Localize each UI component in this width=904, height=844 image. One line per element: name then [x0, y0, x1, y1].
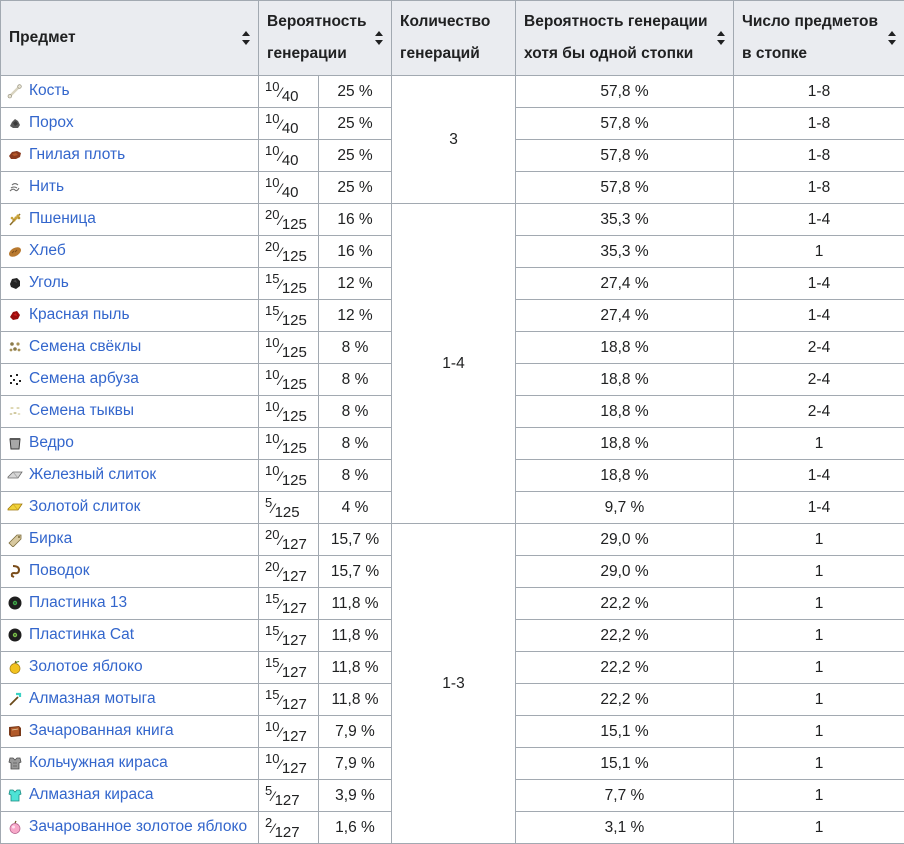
table-row — [1, 524, 904, 556]
item-cell — [1, 108, 259, 140]
atleast-one-chance: 22,2 % — [516, 684, 734, 716]
bucket-icon[interactable] — [7, 435, 23, 451]
fraction-numerator: 10 — [265, 334, 280, 350]
chance-percent: 11,8 % — [319, 652, 392, 684]
chance-percent: 25 % — [319, 140, 392, 172]
item-link[interactable]: Зачарованная книга — [29, 722, 174, 740]
stack-size: 1-4 — [734, 204, 904, 236]
stack-size: 1-4 — [734, 492, 904, 524]
music-disc-cat-icon[interactable] — [7, 627, 23, 643]
item-link[interactable]: Семена свёклы — [29, 338, 142, 356]
weight-fraction — [259, 652, 319, 684]
item-link[interactable]: Золотой слиток — [29, 498, 141, 516]
atleast-one-chance: 29,0 % — [516, 524, 734, 556]
bone-icon[interactable] — [7, 83, 23, 99]
stack-size: 1 — [734, 812, 904, 844]
item-cell — [1, 204, 259, 236]
item-cell — [1, 140, 259, 172]
fraction-slash: ⁄ — [279, 147, 282, 164]
atleast-one-chance: 18,8 % — [516, 364, 734, 396]
weight-fraction — [259, 140, 319, 172]
item-link[interactable]: Пластинка Cat — [29, 626, 135, 644]
fraction-denominator: 127 — [281, 663, 307, 681]
atleast-one-chance: 29,0 % — [516, 556, 734, 588]
fraction-numerator: 10 — [265, 78, 280, 94]
fraction-denominator: 125 — [281, 343, 307, 361]
fraction-slash: ⁄ — [272, 499, 275, 516]
item-link[interactable]: Золотое яблоко — [29, 658, 143, 676]
fraction-slash: ⁄ — [279, 659, 282, 676]
stack-size: 1-4 — [734, 460, 904, 492]
fraction-slash: ⁄ — [279, 307, 282, 324]
chance-percent: 1,6 % — [319, 812, 392, 844]
fraction-denominator: 40 — [281, 183, 299, 201]
chance-percent: 12 % — [319, 268, 392, 300]
gunpowder-icon[interactable] — [7, 115, 23, 131]
header-atleast-label: Вероятность генерации хотя бы одной стопки — [524, 13, 708, 62]
item-cell — [1, 492, 259, 524]
stack-size: 1 — [734, 428, 904, 460]
item-cell — [1, 428, 259, 460]
melon-seeds-icon[interactable] — [7, 371, 23, 387]
fraction-denominator: 40 — [281, 119, 299, 137]
item-link[interactable]: Зачарованное золотое яблоко — [29, 818, 248, 836]
stack-size: 1 — [734, 652, 904, 684]
chance-percent: 11,8 % — [319, 620, 392, 652]
fraction-slash: ⁄ — [279, 435, 282, 452]
fraction-denominator: 125 — [281, 311, 307, 329]
item-cell — [1, 76, 259, 108]
stack-size: 1 — [734, 556, 904, 588]
stack-size: 1 — [734, 236, 904, 268]
stack-size: 1 — [734, 524, 904, 556]
stack-size: 1 — [734, 716, 904, 748]
weight-fraction — [259, 204, 319, 236]
gold-ingot-icon[interactable] — [7, 499, 23, 515]
chance-percent: 15,7 % — [319, 524, 392, 556]
fraction-numerator: 20 — [265, 558, 280, 574]
fraction-numerator: 10 — [265, 174, 280, 190]
pumpkin-seeds-icon[interactable] — [7, 403, 23, 419]
atleast-one-chance: 18,8 % — [516, 396, 734, 428]
fraction-denominator: 125 — [281, 407, 307, 425]
lead-icon[interactable] — [7, 563, 23, 579]
item-link[interactable]: Ведро — [29, 434, 74, 452]
fraction-slash: ⁄ — [279, 403, 282, 420]
fraction-numerator: 15 — [265, 622, 280, 638]
item-link[interactable]: Кость — [29, 82, 70, 100]
weight-fraction — [259, 684, 319, 716]
fraction-denominator: 125 — [281, 439, 307, 457]
weight-fraction — [259, 76, 319, 108]
chance-percent: 16 % — [319, 236, 392, 268]
item-cell — [1, 268, 259, 300]
fraction-numerator: 10 — [265, 430, 280, 446]
atleast-one-chance: 18,8 % — [516, 332, 734, 364]
atleast-one-chance: 15,1 % — [516, 748, 734, 780]
item-cell — [1, 556, 259, 588]
beetroot-seeds-icon[interactable] — [7, 339, 23, 355]
weight-fraction — [259, 268, 319, 300]
item-link[interactable]: Семена арбуза — [29, 370, 139, 388]
atleast-one-chance: 9,7 % — [516, 492, 734, 524]
item-cell — [1, 524, 259, 556]
fraction-denominator: 125 — [274, 503, 300, 521]
stack-size: 1 — [734, 620, 904, 652]
header-row — [1, 1, 904, 76]
item-cell — [1, 652, 259, 684]
rolls-count: 1-4 — [392, 204, 516, 524]
weight-fraction — [259, 460, 319, 492]
rotten-flesh-icon[interactable] — [7, 147, 23, 163]
atleast-one-chance: 35,3 % — [516, 236, 734, 268]
weight-fraction — [259, 300, 319, 332]
weight-fraction — [259, 524, 319, 556]
fraction-numerator: 20 — [265, 526, 280, 542]
fraction-slash: ⁄ — [279, 211, 282, 228]
chance-percent: 16 % — [319, 204, 392, 236]
fraction-slash: ⁄ — [272, 819, 275, 836]
sort-icon[interactable] — [242, 31, 251, 45]
item-link[interactable]: Поводок — [29, 562, 90, 580]
chance-percent: 7,9 % — [319, 716, 392, 748]
item-link[interactable]: Красная пыль — [29, 306, 130, 324]
header-chance-label: Вероятность генерации — [267, 13, 367, 62]
atleast-one-chance: 18,8 % — [516, 428, 734, 460]
header-stack[interactable] — [734, 1, 904, 76]
chance-percent: 8 % — [319, 460, 392, 492]
fraction-slash: ⁄ — [279, 339, 282, 356]
fraction-slash: ⁄ — [279, 723, 282, 740]
item-cell — [1, 780, 259, 812]
fraction-denominator: 40 — [281, 151, 299, 169]
fraction-numerator: 10 — [265, 366, 280, 382]
fraction-denominator: 127 — [281, 631, 307, 649]
atleast-one-chance: 57,8 % — [516, 108, 734, 140]
weight-fraction — [259, 748, 319, 780]
fraction-denominator: 125 — [281, 215, 307, 233]
fraction-numerator: 15 — [265, 686, 280, 702]
chance-percent: 11,8 % — [319, 588, 392, 620]
weight-fraction — [259, 556, 319, 588]
fraction-numerator: 15 — [265, 302, 280, 318]
atleast-one-chance: 18,8 % — [516, 460, 734, 492]
stack-size: 1-8 — [734, 172, 904, 204]
fraction-numerator: 10 — [265, 142, 280, 158]
fraction-slash: ⁄ — [279, 595, 282, 612]
string-icon[interactable] — [7, 179, 23, 195]
chance-percent: 25 % — [319, 76, 392, 108]
item-link[interactable]: Семена тыквы — [29, 402, 134, 420]
fraction-denominator: 127 — [281, 695, 307, 713]
fraction-denominator: 125 — [281, 471, 307, 489]
item-cell — [1, 364, 259, 396]
fraction-numerator: 10 — [265, 462, 280, 478]
chance-percent: 8 % — [319, 428, 392, 460]
atleast-one-chance: 22,2 % — [516, 652, 734, 684]
item-cell — [1, 332, 259, 364]
fraction-numerator: 10 — [265, 750, 280, 766]
fraction-numerator: 10 — [265, 398, 280, 414]
stack-size: 1 — [734, 588, 904, 620]
weight-fraction — [259, 396, 319, 428]
stack-size: 1-4 — [734, 268, 904, 300]
coal-icon[interactable] — [7, 275, 23, 291]
weight-fraction — [259, 108, 319, 140]
sort-icon[interactable] — [717, 31, 726, 45]
item-cell — [1, 812, 259, 844]
item-link[interactable]: Бирка — [29, 530, 73, 548]
atleast-one-chance: 7,7 % — [516, 780, 734, 812]
weight-fraction — [259, 236, 319, 268]
fraction-denominator: 40 — [281, 87, 299, 105]
item-link[interactable]: Гнилая плоть — [29, 146, 126, 164]
wheat-icon[interactable] — [7, 211, 23, 227]
stack-size: 1-4 — [734, 300, 904, 332]
atleast-one-chance: 22,2 % — [516, 620, 734, 652]
fraction-slash: ⁄ — [279, 179, 282, 196]
item-link[interactable]: Алмазная кираса — [29, 786, 154, 804]
table-row — [1, 204, 904, 236]
fraction-numerator: 15 — [265, 654, 280, 670]
item-link[interactable]: Кольчужная кираса — [29, 754, 168, 772]
fraction-slash: ⁄ — [279, 83, 282, 100]
item-link[interactable]: Порох — [29, 114, 74, 132]
chance-percent: 25 % — [319, 108, 392, 140]
stack-size: 1 — [734, 780, 904, 812]
weight-fraction — [259, 588, 319, 620]
item-cell — [1, 236, 259, 268]
chance-percent: 12 % — [319, 300, 392, 332]
item-link[interactable]: Железный слиток — [29, 466, 157, 484]
table-body — [1, 76, 904, 844]
diamond-chestplate-icon[interactable] — [7, 787, 23, 803]
enchanted-golden-apple-icon[interactable] — [7, 819, 23, 835]
weight-fraction — [259, 812, 319, 844]
table-row — [1, 76, 904, 108]
weight-fraction — [259, 716, 319, 748]
sort-icon[interactable] — [888, 31, 897, 45]
header-item[interactable] — [1, 1, 259, 76]
fraction-denominator: 127 — [281, 759, 307, 777]
fraction-denominator: 127 — [281, 599, 307, 617]
item-cell — [1, 716, 259, 748]
fraction-numerator: 10 — [265, 718, 280, 734]
item-link[interactable]: Уголь — [29, 274, 69, 292]
header-rolls — [392, 1, 516, 76]
weight-fraction — [259, 620, 319, 652]
atleast-one-chance: 27,4 % — [516, 268, 734, 300]
stack-size: 1-8 — [734, 140, 904, 172]
fraction-numerator: 10 — [265, 110, 280, 126]
fraction-slash: ⁄ — [279, 531, 282, 548]
rolls-count: 1-3 — [392, 524, 516, 844]
fraction-slash: ⁄ — [279, 691, 282, 708]
weight-fraction — [259, 428, 319, 460]
item-link[interactable]: Нить — [29, 178, 65, 196]
fraction-denominator: 127 — [281, 567, 307, 585]
stack-size: 2-4 — [734, 364, 904, 396]
item-cell — [1, 172, 259, 204]
stack-size: 1 — [734, 748, 904, 780]
fraction-numerator: 5 — [265, 494, 273, 510]
fraction-numerator: 15 — [265, 590, 280, 606]
fraction-slash: ⁄ — [279, 275, 282, 292]
item-cell — [1, 300, 259, 332]
stack-size: 1-8 — [734, 108, 904, 140]
fraction-denominator: 125 — [281, 279, 307, 297]
header-atleast[interactable] — [516, 1, 734, 76]
fraction-denominator: 127 — [281, 727, 307, 745]
name-tag-icon[interactable] — [7, 531, 23, 547]
weight-fraction — [259, 780, 319, 812]
header-rolls-label: Количество генераций — [400, 13, 491, 62]
header-chance[interactable] — [259, 1, 392, 76]
fraction-denominator: 125 — [281, 375, 307, 393]
bread-icon[interactable] — [7, 243, 23, 259]
chance-percent: 11,8 % — [319, 684, 392, 716]
fraction-slash: ⁄ — [279, 115, 282, 132]
chance-percent: 3,9 % — [319, 780, 392, 812]
item-cell — [1, 684, 259, 716]
rolls-count: 3 — [392, 76, 516, 204]
atleast-one-chance: 22,2 % — [516, 588, 734, 620]
chance-percent: 8 % — [319, 364, 392, 396]
fraction-slash: ⁄ — [279, 755, 282, 772]
diamond-hoe-icon[interactable] — [7, 691, 23, 707]
atleast-one-chance: 15,1 % — [516, 716, 734, 748]
iron-ingot-icon[interactable] — [7, 467, 23, 483]
sort-icon[interactable] — [375, 31, 384, 45]
atleast-one-chance: 57,8 % — [516, 76, 734, 108]
item-cell — [1, 620, 259, 652]
atleast-one-chance: 27,4 % — [516, 300, 734, 332]
fraction-denominator: 127 — [274, 823, 300, 841]
fraction-numerator: 2 — [265, 814, 273, 830]
item-link[interactable]: Пшеница — [29, 210, 96, 228]
weight-fraction — [259, 492, 319, 524]
fraction-slash: ⁄ — [279, 243, 282, 260]
fraction-slash: ⁄ — [279, 371, 282, 388]
fraction-numerator: 5 — [265, 782, 273, 798]
atleast-one-chance: 3,1 % — [516, 812, 734, 844]
fraction-denominator: 125 — [281, 247, 307, 265]
atleast-one-chance: 57,8 % — [516, 172, 734, 204]
stack-size: 1 — [734, 684, 904, 716]
chance-percent: 8 % — [319, 332, 392, 364]
weight-fraction — [259, 172, 319, 204]
fraction-denominator: 127 — [274, 791, 300, 809]
chance-percent: 8 % — [319, 396, 392, 428]
item-cell — [1, 460, 259, 492]
stack-size: 1-8 — [734, 76, 904, 108]
music-disc-13-icon[interactable] — [7, 595, 23, 611]
atleast-one-chance: 35,3 % — [516, 204, 734, 236]
header-item-label: Предмет — [9, 29, 76, 46]
chance-percent: 25 % — [319, 172, 392, 204]
item-cell — [1, 748, 259, 780]
item-link[interactable]: Алмазная мотыга — [29, 690, 156, 708]
chance-percent: 15,7 % — [319, 556, 392, 588]
chainmail-chestplate-icon[interactable] — [7, 755, 23, 771]
item-link[interactable]: Хлеб — [29, 242, 66, 260]
chance-percent: 4 % — [319, 492, 392, 524]
fraction-slash: ⁄ — [279, 563, 282, 580]
fraction-slash: ⁄ — [279, 627, 282, 644]
redstone-icon[interactable] — [7, 307, 23, 323]
item-link[interactable]: Пластинка 13 — [29, 594, 128, 612]
fraction-denominator: 127 — [281, 535, 307, 553]
weight-fraction — [259, 364, 319, 396]
weight-fraction — [259, 332, 319, 364]
enchanted-book-icon[interactable] — [7, 723, 23, 739]
item-cell — [1, 588, 259, 620]
item-cell — [1, 396, 259, 428]
golden-apple-icon[interactable] — [7, 659, 23, 675]
fraction-numerator: 20 — [265, 238, 280, 254]
fraction-slash: ⁄ — [279, 467, 282, 484]
fraction-slash: ⁄ — [272, 787, 275, 804]
fraction-numerator: 15 — [265, 270, 280, 286]
stack-size: 2-4 — [734, 396, 904, 428]
chance-percent: 7,9 % — [319, 748, 392, 780]
fraction-numerator: 20 — [265, 206, 280, 222]
header-stack-label: Число предметов в стопке — [742, 13, 879, 62]
atleast-one-chance: 57,8 % — [516, 140, 734, 172]
stack-size: 2-4 — [734, 332, 904, 364]
